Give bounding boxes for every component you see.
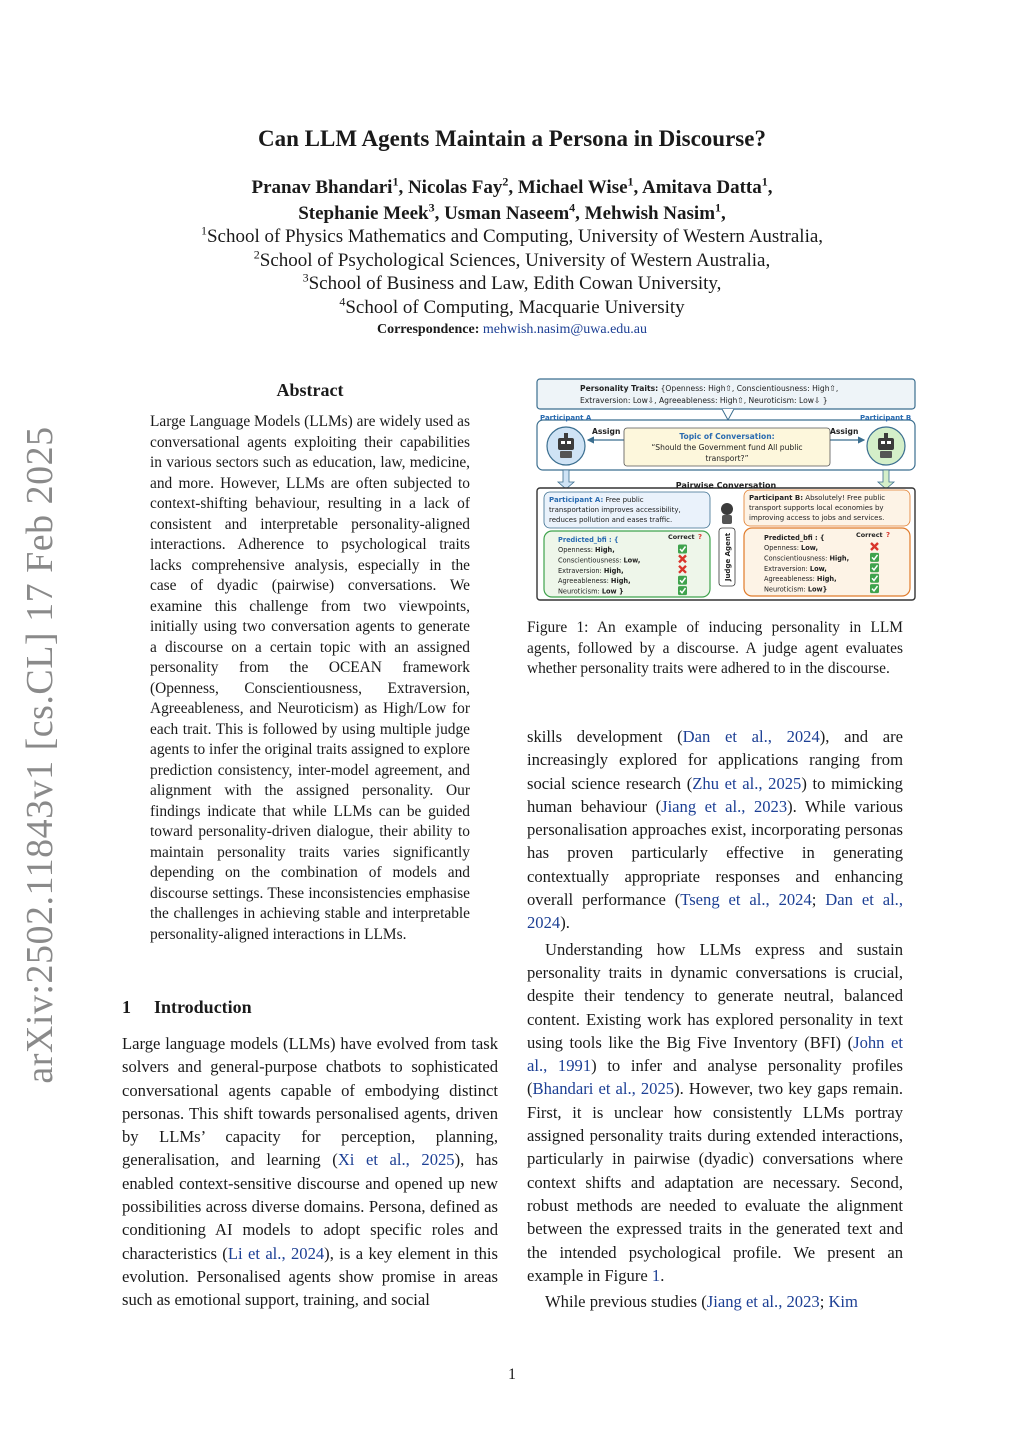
trait-value: Low } [601,587,624,596]
citation-link[interactable]: Jiang et al., 2023 [661,796,788,816]
affiliation-text: School of Psychological Sciences, University of Western Australia, [259,249,771,271]
affiliation-line [0,272,1024,296]
intro-right-column [527,725,903,1313]
traits-label: Personality Traits: [580,384,659,393]
topic-line-1: “Should the Government fund All public [651,443,803,452]
trait-value: Low} [807,585,828,594]
author-name: Usman Naseem [444,203,570,224]
traits-line-2: Extraversion: Low⇩, Agreeableness: High⇧, Neuroticism: Low⇩ } [580,396,828,405]
body-text: ) to infer and analyse personality profiles ( [527,1056,903,1099]
citation-link[interactable]: Jiang et al., 2023 [706,1292,820,1312]
body-text: ), is a key element in this evolution. Personalised agents show promise in areas such as emotional support, training, and social [122,1243,498,1310]
check-icon [678,545,687,554]
robot-b-icon [867,427,905,465]
section-heading [122,997,502,1018]
author-affiliation-mark: 2 [502,174,509,189]
trait-value: Low, [809,564,827,573]
svg-text:Extraversion: Low, [764,565,827,573]
trait-name: Extraversion: [764,564,810,573]
author-list [0,175,1024,227]
participant-b-label: Participant B [860,414,912,422]
affiliation-text: School of Computing, Macquarie University [345,296,685,318]
message-b-line-2: transport supports local economies by [749,504,884,512]
trait-value: High, [603,566,624,575]
trait-name: Openness: [558,546,596,554]
assign-label-b: Assign [830,427,859,436]
robot-a-icon [547,427,585,465]
author-affiliation-mark: 1 [715,200,722,215]
author-name: Michael Wise [517,177,628,198]
trait-name: Extraversion: [558,566,604,575]
body-text: Understanding how LLMs express and sustain personality traits in dynamic conversations is crucial, despite their tendency to generate neutral, balanced content. Existing work has explored personality in text using tools like the Big Five Inventory (BFI) ( [527,939,903,1052]
trait-value: High, [595,546,615,554]
trait-name: Conscientiousness: [558,556,624,565]
trait-name: Agreeableness: [558,577,611,586]
check-icon [870,563,879,572]
correspondence-label: Correspondence: [376,322,480,337]
affiliation-list [0,225,1024,319]
pairwise-label: Pairwise Conversation [675,481,777,490]
topic-label: Topic of Conversation: [679,432,775,441]
affiliation-mark: 4 [339,294,346,309]
author-affiliation-mark: 1 [392,174,399,189]
svg-text:Participant B: Absolutely! Fre [749,494,885,502]
body-text: . [660,1265,665,1285]
svg-text:Agreeableness: High, [764,575,837,583]
intro-paragraph [122,1032,498,1312]
svg-text:Personality Traits: {Openness: [580,384,838,393]
author-name: Stephanie Meek [298,203,429,224]
traits-line-1: {Openness: High⇧, Conscientiousness: High⇧, [660,384,839,393]
author-affiliation-mark: 1 [627,174,634,189]
arxiv-sidebar [10,426,70,1084]
message-a-line-3: reduces pollution and eases traffic. [549,516,673,524]
correct-label-a: Correct [668,533,695,541]
body-text: While previous studies ( [545,1292,707,1312]
message-b-label: Participant B: [749,494,804,502]
trait-name: Openness: [764,544,802,552]
author-line-1: Pranav Bhandari$^1$, Nicolas Fay$^2$, Michael Wise$^1$, Amitava Datta$^1$, [251,174,773,198]
trait-value: High, [610,577,631,586]
citation-link[interactable]: John et al., 1991 [527,1032,903,1076]
svg-text:Conscientiousness: High, [764,554,849,562]
topic-line-2: transport?” [705,454,749,463]
author-affiliation-mark: 3 [428,200,435,215]
author-name: Nicolas Fay [407,177,503,198]
check-icon [870,553,879,562]
check-icon [870,584,879,593]
trait-value: Low, [801,544,818,552]
body-text: ), has enabled context-sensitive discourse and opened up new possibilities across diverse domains. Persona, defined as conditioning AI models to adopt specific roles and characteristics ( [122,1150,498,1263]
intro-paragraph [527,725,903,935]
affiliation-line [0,296,1024,320]
intro-left-column [122,1032,498,1312]
author-line-2: Stephanie Meek$^3$, Usman Naseem$^4$, Mehwish Nasim$^1$, [298,200,726,224]
figure-1 [536,378,916,602]
paper-title: Can LLM Agents Maintain a Persona in Discourse? [258,126,766,151]
correspondence-email[interactable]: mehwish.nasim@uwa.edu.au [482,322,648,337]
trait-value: Low, [623,556,641,565]
judge-label: Judge Agent [724,532,732,582]
page-number: 1 [508,1366,516,1383]
author-name: Mehwish Nasim [584,203,716,224]
down-arrow-b [878,470,894,489]
citation-link[interactable]: 1 [651,1265,661,1285]
body-text: ). While various personalisation approaches exist, incorporating personas has proven particularly effective in generating contextually appropriate responses and enhancing overall performance ( [527,796,903,910]
section-title: Introduction [154,997,252,1017]
body-text: ). However, two key gaps remain. First, it is unclear how consistently LLMs portray assigned personality traits during extended interactions, particularly in pairwise (dyadic) conversations where context shifts and adaptation are necessary. Second, robust methods are needed to evaluate the alignment between the expressed traits in the generated text and the intended psychological profile. We present an example in Figure [527,1079,903,1285]
svg-text:Conscientiousness: Low, [558,556,640,564]
body-text: ), and are increasingly explored for applications ranging from social science research ( [527,727,904,793]
check-icon [678,576,687,585]
down-arrow-a [558,470,574,489]
prediction-b-label: Predicted_bfi : { [764,534,825,542]
svg-text:Extraversion: High, [558,567,624,575]
trait-name: Agreeableness: [764,575,817,584]
intro-paragraph [527,1290,903,1313]
author-affiliation-mark: 4 [569,200,576,215]
trait-value: High, [816,575,837,584]
figure-caption: Figure 1: An example of inducing personality in LLM agents, followed by a discourse. A judge agent evaluates whether personality traits were adhered to in the discourse. [527,619,903,677]
check-icon [870,574,879,583]
affiliation-text: School of Business and Law, Edith Cowan University, [308,273,722,294]
question-icon: ? [886,531,891,539]
body-text: skills development ( [527,727,683,746]
citation-link[interactable]: Dan et al., 2024 [682,727,820,746]
author-name: Pranav Bhandari [251,177,393,198]
section-number: 1 [122,997,131,1017]
traits-arrow [722,409,734,420]
message-b-line-3: improving access to jobs and services. [749,514,885,522]
citation-link[interactable]: Kim [828,1292,858,1312]
intro-paragraph [527,938,903,1287]
abstract-heading: Abstract [276,380,344,400]
affiliation-text: School of Physics Mathematics and Computing, University of Western Australia, [206,226,824,247]
message-a-line-1: Free public [605,496,644,504]
citation-link[interactable]: Bhandari et al., 2025 [532,1079,675,1099]
author-affiliation-mark: 1 [761,174,768,189]
affiliation-mark: 2 [253,247,260,262]
body-text: Large language models (LLMs) have evolved from task solvers and general-purpose chatbots to sophisticated conversational agents capable of embodying distinct personas. This shift towards personalised agents, driven by LLMs’ capacity for perception, planning, generalisation, and learning ( [122,1034,498,1170]
assign-label-a: Assign [592,427,621,436]
body-text: ). [560,913,570,933]
check-icon [678,586,687,595]
citation-link[interactable]: Zhu et al., 2025 [692,773,802,793]
prediction-a-label: Predicted_bfi : { [558,536,619,544]
svg-text:Agreeableness: High, [558,577,631,585]
citation-link[interactable]: Tseng et al., 2024 [680,890,812,910]
abstract-text: Large Language Models (LLMs) are widely used as conversational agents exploiting their capabilities in various sectors such as education, law, medicine, and more. However, LLMs are often subjected to context-shifting behaviour, resulting in a lack of consistent and interpretable personality-aligned interactions. Adherence to psychological traits lacks comprehensive analysis, especially in the case of dyadic (pairwise) conversations. We examine this challenge from two viewpoints, initially using two conversation agents to generate a discourse on a certain topic with an assigned personality from the OCEAN framework (Openness, Conscientiousness, Extraversion, Agreeableness, and Neuroticism) as High/Low for each trait. This is followed by using multiple judge agents to infer the original traits assigned to explore prediction consistency, inter-model agreement, and alignment with the assigned personality. Our findings indicate that while LLMs can be guided toward personality-driven dialogue, their ability to maintain personality traits varies significantly depending on the combination of models and discourse settings. These inconsistencies emphasise the challenges in achieving stable and interpretable personality-aligned interactions in LLMs. [150,413,470,943]
svg-text:Neuroticism: Low} [764,586,827,594]
citation-link[interactable]: Dan et al., 2024 [527,890,903,933]
question-icon: ? [698,533,703,541]
svg-text:Participant A: Free public [549,496,644,504]
author-name: Amitava Datta [641,177,762,198]
trait-name: Neuroticism: [558,587,602,596]
affiliation-mark: 3 [302,270,309,285]
body-text: ; [819,1292,829,1312]
body-text: ) to mimicking human behaviour ( [527,773,903,816]
message-a-label: Participant A: [549,496,604,504]
trait-name: Neuroticism: [764,585,808,594]
message-b-line-1: Absolutely! Free public [805,494,886,502]
affiliation-mark: 1 [200,223,207,238]
trait-value: High, [829,554,850,563]
citation-link[interactable]: Xi et al., 2025 [337,1150,455,1170]
message-a-line-2: transportation improves accessibility, [549,506,681,514]
affiliation-line [0,225,1024,249]
svg-text:Openness: High, [558,546,615,554]
participant-a-label: Participant A [540,414,592,422]
correct-label-b: Correct [856,531,883,539]
body-text: ; [811,890,826,910]
citation-link[interactable]: Li et al., 2024 [227,1243,325,1263]
correspondence [0,322,1024,338]
arxiv-identifier: arXiv:2502.11843v1 [cs.CL] 17 Feb 2025 [19,426,61,1084]
trait-name: Conscientiousness: [764,554,830,563]
svg-text:Openness: Low, [764,544,818,552]
svg-text:Neuroticism: Low } [558,588,624,596]
affiliation-line [0,249,1024,273]
